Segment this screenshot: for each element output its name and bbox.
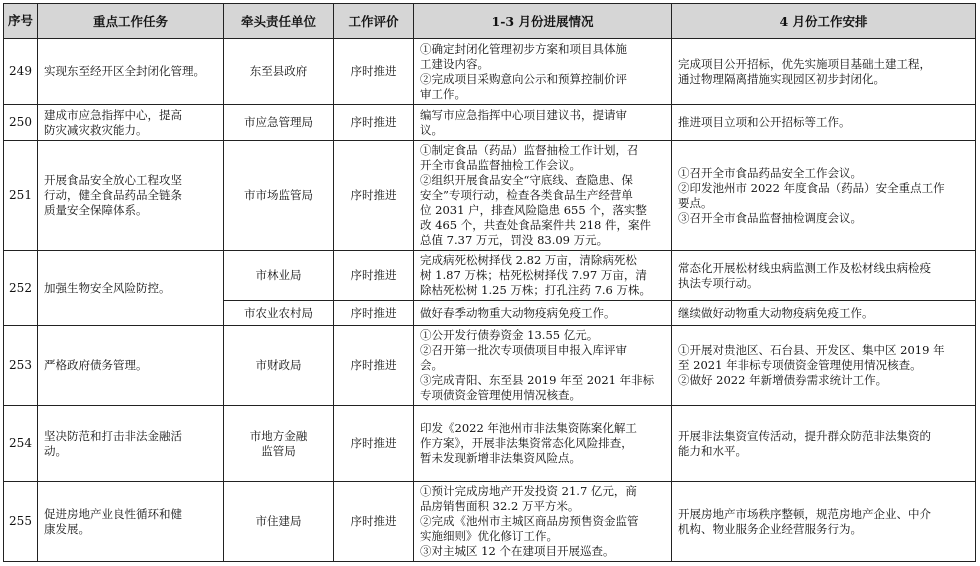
april-line: ①开展对贵池区、石台县、开发区、集中区 2019 年 [678, 343, 945, 357]
row-unit: 市财政局 [224, 326, 334, 406]
april-line: ②印发池州市 2022 年度食品（药品）安全重点工作 [678, 180, 945, 195]
progress-line: 开全市食品监督抽检工作会议。 [420, 158, 581, 172]
row-april [672, 39, 976, 105]
row-seq: 253 [4, 326, 38, 406]
row-seq: 255 [4, 482, 38, 562]
progress-line: 安全”专项行动，检查各类食品生产经营单 [420, 188, 633, 202]
row-seq: 249 [4, 39, 38, 105]
row-unit: 市应急管理局 [224, 105, 334, 141]
row-eval: 序时推进 [334, 406, 414, 482]
progress-line: ②组织开展食品安全“守底线、查隐患、保 [420, 173, 633, 187]
task-line: 建成市应急指挥中心，提高 [44, 107, 182, 122]
progress-line: 工建设内容。 [420, 56, 489, 71]
progress-line: 品房销售面积 32.2 万平方米。 [420, 499, 580, 513]
row-eval: 序时推进 [334, 251, 414, 301]
task-line: 开展食品安全放心工程攻坚 [44, 173, 182, 187]
row-task: 实现东至经开区全封闭化管理。 [38, 39, 224, 105]
progress-line: ①制定食品（药品）监督抽检工作计划，召 [420, 143, 639, 157]
row-unit: 市住建局 [224, 482, 334, 562]
row-seq: 251 [4, 141, 38, 251]
progress-line: 审工作。 [420, 86, 466, 101]
april-line: ①召开全市食品药品安全工作会议。 [678, 165, 862, 180]
april-line: 执法专项行动。 [678, 275, 759, 290]
header-eval: 工作评价 [334, 4, 414, 39]
key-tasks-table [3, 3, 976, 562]
row-unit: 市农业农村局 [224, 301, 334, 326]
row-april [672, 406, 976, 482]
header-seq: 序号 [4, 4, 38, 39]
row-task [38, 105, 224, 141]
row-task [38, 141, 224, 251]
april-line: 常态化开展松材线虫病监测工作及松材线虫病检疫 [678, 260, 931, 275]
row-progress [414, 105, 672, 141]
row-april [672, 482, 976, 562]
progress-line: ③对主城区 12 个在建项目开展巡查。 [420, 544, 615, 558]
april-line: 开展房地产市场秩序整顿，规范房地产企业、中介 [678, 506, 931, 521]
table-row [4, 141, 976, 251]
table-row [4, 406, 976, 482]
row-april [672, 141, 976, 251]
april-line: 开展非法集资宣传活动，提升群众防范非法集资的 [678, 428, 931, 443]
row-seq: 252 [4, 251, 38, 326]
row-progress [414, 39, 672, 105]
unit-line: 监管局 [261, 443, 296, 458]
task-line: 质量安全保障体系。 [44, 203, 148, 217]
row-progress [414, 141, 672, 251]
row-eval: 序时推进 [334, 301, 414, 326]
row-eval: 序时推进 [334, 39, 414, 105]
header-task: 重点工作任务 [38, 4, 224, 39]
progress-line: 作方案》，开展非法集资常态化风险排查， [420, 436, 633, 450]
april-line: ②做好 2022 年新增债券需求统计工作。 [678, 373, 888, 387]
progress-line: 总值 7.37 万元，罚没 83.09 万元。 [420, 233, 609, 247]
progress-line: ①公开发行债券资金 13.55 亿元。 [420, 328, 599, 342]
row-unit: 市市场监管局 [224, 141, 334, 251]
row-task: 加强生物安全风险防控。 [38, 251, 224, 326]
progress-line: 暂未发现新增非法集资风险点。 [420, 451, 581, 465]
progress-line: 改 465 个，共查处食品案件共 218 件，案件 [420, 218, 652, 232]
progress-line: ②完成项目采购意向公示和预算控制价评 [420, 71, 627, 86]
progress-line: 会。 [420, 358, 443, 372]
table-row [4, 105, 976, 141]
april-line: ③召开全市食品监督抽检调度会议。 [678, 210, 862, 225]
progress-line: ①确定封闭化管理初步方案和项目具体施 [420, 41, 627, 56]
row-april [672, 251, 976, 301]
progress-line: 议。 [420, 122, 443, 137]
row-task [38, 406, 224, 482]
row-eval: 序时推进 [334, 141, 414, 251]
row-eval: 序时推进 [334, 105, 414, 141]
task-line: 动。 [44, 443, 67, 458]
row-april: 继续做好动物重大动物疫病免疫工作。 [672, 301, 976, 326]
progress-line: ②召开第一批次专项债项目申报入库评审 [420, 343, 627, 357]
row-seq: 250 [4, 105, 38, 141]
header-unit: 牵头责任单位 [224, 4, 334, 39]
task-table-container [3, 3, 975, 562]
table-row [4, 251, 976, 301]
april-line: 要点。 [678, 195, 713, 210]
table-header-row [4, 4, 976, 39]
unit-line: 市地方金融 [249, 428, 308, 443]
task-line: 促进房地产业良性循环和健 [44, 506, 182, 521]
row-progress [414, 482, 672, 562]
progress-line: 树 1.87 万株；枯死松树择伐 7.97 万亩，清 [420, 268, 647, 282]
progress-line: 实施细则》优化修订工作。 [420, 529, 558, 543]
progress-line: ②完成《池州市主城区商品房预售资金监管 [420, 514, 639, 528]
row-april [672, 326, 976, 406]
table-row [4, 39, 976, 105]
april-line: 能力和水平。 [678, 443, 747, 458]
progress-line: 位 2031 户，排查风险隐患 655 个，落实整 [420, 203, 647, 217]
progress-line: 专项债资金管理使用情况核查。 [420, 388, 581, 402]
progress-line: ①预计完成房地产开发投资 21.7 亿元，商 [420, 484, 637, 498]
progress-line: 印发《2022 年池州市非法集资陈案化解工 [420, 421, 637, 435]
row-april: 推进项目立项和公开招标等工作。 [672, 105, 976, 141]
row-seq: 254 [4, 406, 38, 482]
table-row [4, 482, 976, 562]
progress-line: ③完成青阳、东至县 2019 年至 2021 年非标 [420, 373, 655, 387]
row-task [38, 482, 224, 562]
header-april: 4 月份工作安排 [672, 4, 976, 39]
task-line: 坚决防范和打击非法金融活 [44, 428, 182, 443]
row-unit: 市林业局 [224, 251, 334, 301]
april-line: 完成项目公开招标，优先实施项目基础土建工程， [678, 56, 931, 71]
april-line: 通过物理隔离措施实现园区初步封闭化。 [678, 71, 885, 86]
row-unit [224, 406, 334, 482]
april-line: 机构、物业服务企业经营服务行为。 [678, 521, 862, 536]
row-task: 严格政府债务管理。 [38, 326, 224, 406]
row-progress [414, 251, 672, 301]
progress-line: 除枯死松树 1.25 万株；打孔注药 7.6 万株。 [420, 283, 652, 297]
row-progress [414, 326, 672, 406]
progress-line: 完成病死松树择伐 2.82 万亩，清除病死松 [420, 253, 637, 267]
row-progress: 做好春季动物重大动物疫病免疫工作。 [414, 301, 672, 326]
header-progress: 1-3 月份进展情况 [414, 4, 672, 39]
april-line: 至 2021 年非标专项债资金管理使用情况核查。 [678, 358, 922, 372]
row-progress [414, 406, 672, 482]
row-unit: 东至县政府 [224, 39, 334, 105]
task-line: 康发展。 [44, 521, 90, 536]
row-eval: 序时推进 [334, 326, 414, 406]
task-line: 防灾减灾救灾能力。 [44, 122, 148, 137]
row-eval: 序时推进 [334, 482, 414, 562]
task-line: 行动，健全食品药品全链条 [44, 188, 182, 202]
progress-line: 编写市应急指挥中心项目建议书，提请审 [420, 107, 627, 122]
table-row [4, 326, 976, 406]
